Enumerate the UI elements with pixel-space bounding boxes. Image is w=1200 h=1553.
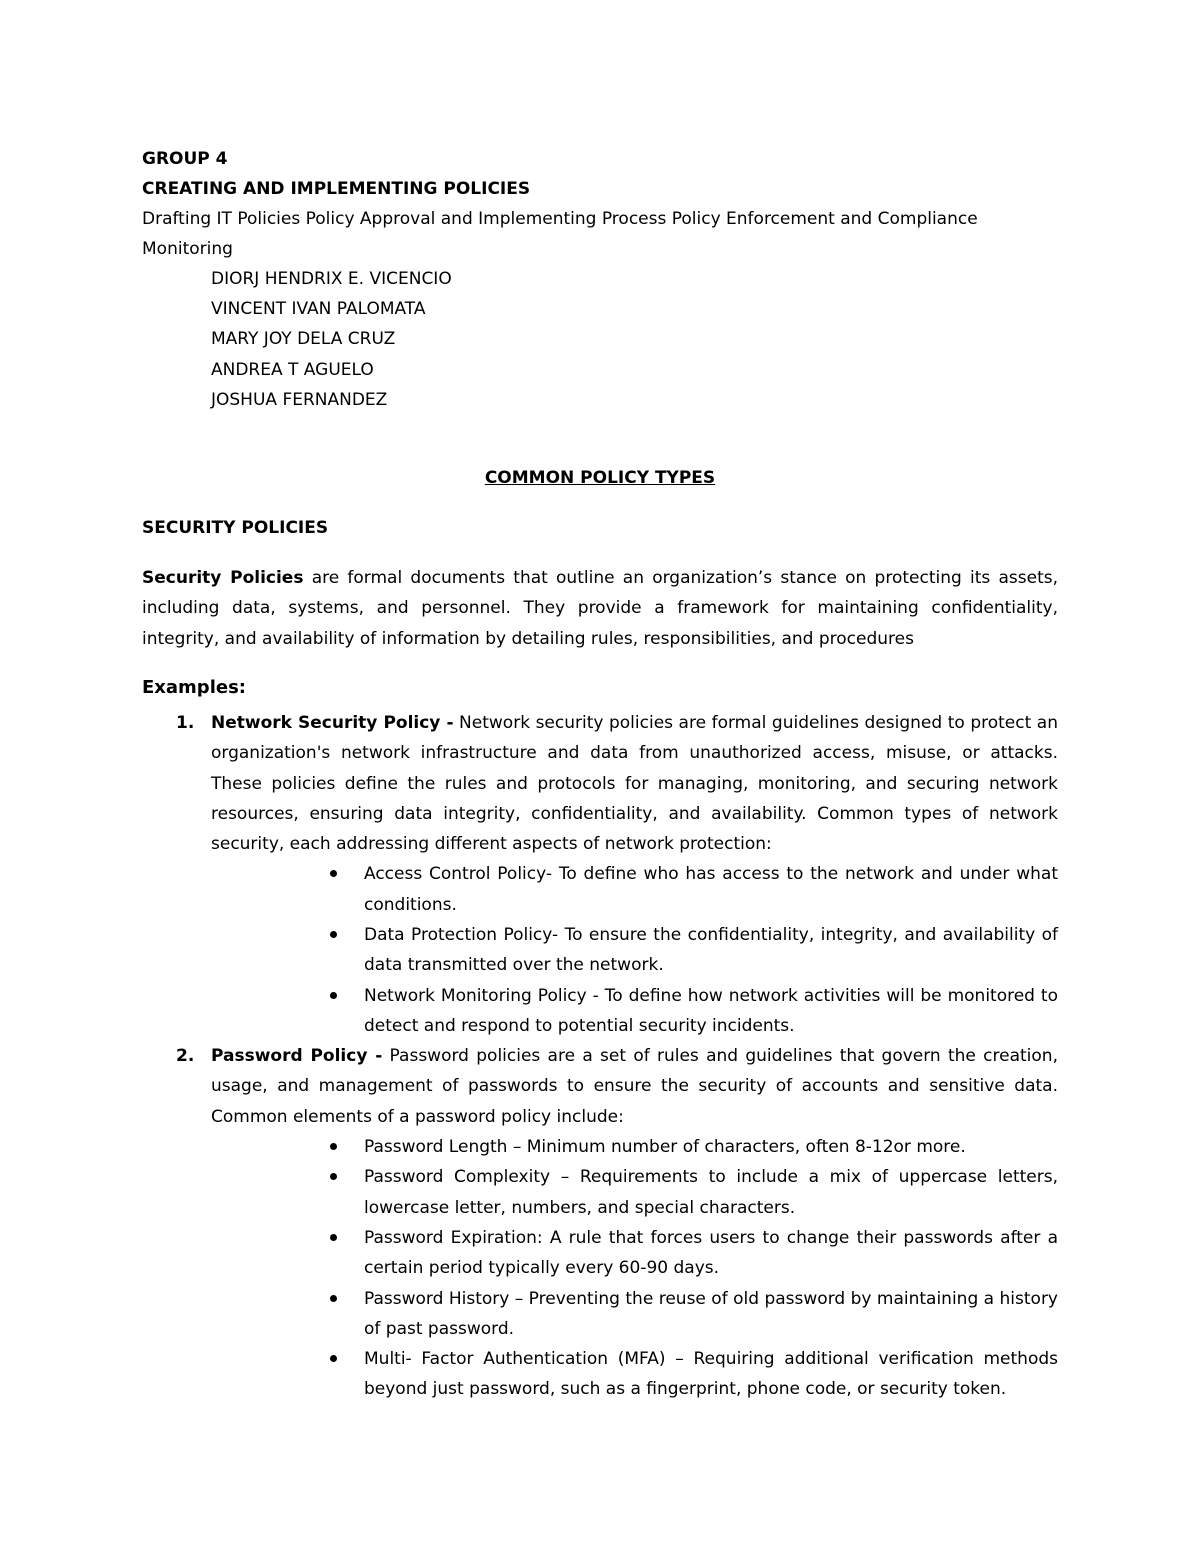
example-term: Network Security Policy -	[211, 712, 454, 733]
section-title-text: COMMON POLICY TYPES	[484, 468, 716, 489]
example-term: Password Policy -	[211, 1046, 383, 1067]
bullet-item	[364, 981, 1058, 1042]
example-number: 2.	[176, 1046, 195, 1067]
member-name: ANDREA T AGUELO	[211, 359, 374, 380]
bullet-item	[364, 859, 1058, 920]
bullet-text: Password History – Preventing the reuse of old password by maintaining a history of past password.	[364, 1288, 1058, 1339]
section-heading: SECURITY POLICIES	[142, 518, 329, 539]
bullet-text: Multi- Factor Authentication (MFA) – Requiring additional verification methods beyond just password, such as a fingerprint, phone code, or security token.	[364, 1349, 1058, 1400]
bullet-item	[364, 1284, 1058, 1345]
example-text	[211, 1041, 1058, 1132]
document-title: CREATING AND IMPLEMENTING POLICIES	[142, 179, 531, 199]
example-description: Network security policies are formal guidelines designed to protect an organization's network infrastructure and data from unauthorized access, misuse, or attacks. These policies define the rules and protocols for managing, monitoring, and securing network resources, ensuring data integrity, confidentiality, and availability. Common types of network security, each addressing different aspects of network protection:	[211, 712, 1058, 855]
bullet-list	[211, 1132, 1058, 1405]
bullet-item	[364, 1162, 1058, 1223]
bullet-list	[211, 859, 1058, 1041]
bullet-item	[364, 1223, 1058, 1284]
bullet-text: Password Expiration: A rule that forces users to change their passwords after a certain period typically every 60-90 days.	[364, 1227, 1058, 1279]
bullet-item	[364, 1132, 1058, 1162]
bullet-item	[364, 1344, 1058, 1405]
example-item	[142, 708, 1058, 1041]
member-list	[142, 264, 1058, 415]
examples-heading: Examples:	[142, 676, 246, 698]
member-name: VINCENT IVAN PALOMATA	[211, 299, 426, 320]
section-title	[142, 463, 1058, 493]
examples-list	[142, 708, 1058, 1405]
bullet-item	[364, 920, 1058, 981]
intro-paragraph	[142, 563, 1058, 654]
group-label: GROUP 4	[142, 149, 228, 169]
member-name: MARY JOY DELA CRUZ	[211, 329, 396, 350]
intro-term: Security Policies	[142, 568, 304, 589]
bullet-text: Network Monitoring Policy - To define how network activities will be monitored to detect and respond to potential security incidents.	[364, 985, 1058, 1036]
intro-text: are formal documents that outline an organization’s stance on protecting its assets, including data, systems, and personnel. They provide a framework for maintaining confidentiality, integrity, and availability of information by detailing rules, responsibilities, and procedures	[142, 568, 1058, 649]
subtitle-line-1: Drafting IT Policies Policy Approval and Implementing Process Policy Enforcement and Compliance	[142, 209, 978, 229]
member-name: JOSHUA FERNANDEZ	[211, 389, 388, 410]
subtitle-line-2: Monitoring	[142, 239, 233, 259]
member-name: DIORJ HENDRIX E. VICENCIO	[211, 269, 452, 289]
bullet-text: Access Control Policy- To define who has access to the network and under what conditions.	[364, 864, 1058, 915]
bullet-text: Password Length – Minimum number of characters, often 8-12or more.	[364, 1137, 966, 1158]
document-page	[142, 144, 1058, 1405]
example-number: 1.	[176, 712, 195, 733]
bullet-text: Password Complexity – Requirements to include a mix of uppercase letters, lowercase letter, numbers, and special characters.	[364, 1167, 1058, 1218]
example-description: Password policies are a set of rules and guidelines that govern the creation, usage, and management of passwords to ensure the security of accounts and sensitive data. Common elements of a password policy include:	[211, 1046, 1058, 1127]
example-text	[211, 708, 1058, 859]
example-item	[142, 1041, 1058, 1405]
bullet-text: Data Protection Policy- To ensure the confidentiality, integrity, and availability of data transmitted over the network.	[364, 924, 1058, 976]
